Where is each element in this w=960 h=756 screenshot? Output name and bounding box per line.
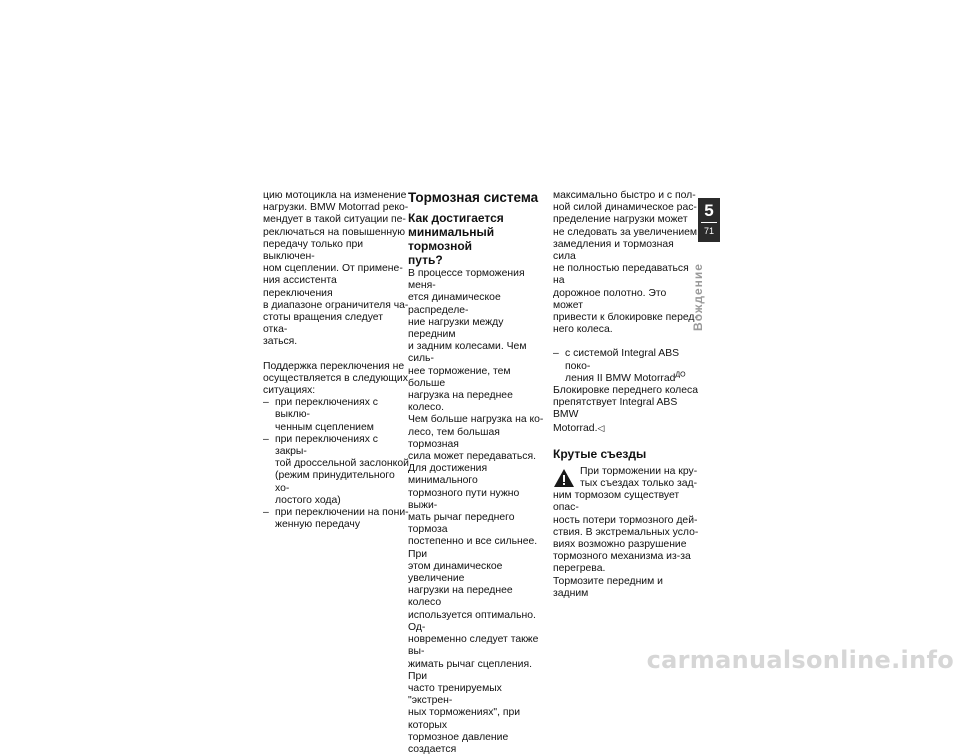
text-column-3	[553, 190, 699, 600]
paragraph: В процессе торможения меня- ется динамическое распределе- ние нагрузки между передним и задним колесами. Чем силь- нее торможение, тем больше нагрузка на переднее колесо. Чем больше нагрузка на ко- лесо, тем большая тормозная сила может передаваться.	[408, 268, 544, 463]
list-item: – с системой Integral ABS поко- ления II BMW Motorrad$^{ДО}$	[553, 348, 699, 385]
list-item: – при переключениях с выклю- ченным сцеплением	[263, 397, 409, 434]
watermark: carmanualsonline.info	[646, 646, 954, 674]
subsection-heading: Как достигается минимальный тормозной путь?	[408, 211, 504, 267]
chapter-number: 5	[704, 201, 714, 220]
warning-triangle-icon	[553, 468, 575, 488]
paragraph: Для достижения минимального тормозного пути нужно выжи- мать рычаг переднего тормоза постепенно и все сильнее. При этом динамическое увеличение нагрузки на переднее колесо используется оптимально. Од- новременно следует также вы- жимать рычаг сцепления. При часто тренируемых "экстрен- ных торможениях", при которых тормозное давление создается	[408, 463, 539, 755]
section-heading: Тормозная система	[408, 190, 539, 205]
paragraph: Поддержка переключения не осуществляется в следующих ситуациях:	[263, 360, 408, 397]
chapter-tab	[698, 198, 720, 242]
subsection-heading: Крутые съезды	[553, 446, 647, 461]
paragraph: максимально быстро и с пол- ной силой динамическое рас- пределение нагрузки может не следовать за увеличением замедления и тормозная сила не полностью передаваться на дорожное полотно. Это может привести к блокировке перед- него колеса.	[553, 190, 698, 336]
list-item: – при переключениях с закры- той дроссельной заслонкой (режим принудительного хо- лостого хода)	[263, 434, 409, 507]
paragraph: цию мотоцикла на изменение нагрузки. BMW Motorrad реко- мендует в такой ситуации пе- реключаться на повышенную передачу только при выключен- ном сцеплении. От примене- ния ассистента переключения в диапазоне ограничителя ча- стоты вращения следует отка- заться.	[263, 190, 409, 348]
list-item: – при переключении на пони- женную передачу	[263, 507, 409, 531]
end-mark-icon: ◁	[597, 422, 605, 433]
text-column-1	[263, 190, 409, 531]
page-number: 71	[703, 226, 714, 236]
text-column-2	[408, 190, 546, 756]
footnote-marker: ДО	[675, 371, 686, 379]
chapter-side-label: Вождение	[691, 263, 705, 331]
warning-paragraph: При торможении на кру- тых съездах только зад- ним тормозом существует опас- ность потери тормозного дей- ствия. В экстремальных усло- виях возможно разрушение тормозного механизма из-за перегрева. Тормозите передним и задним	[553, 465, 699, 599]
paragraph: Блокировке переднего колеса препятствует Integral ABS BMW Motorrad.◁	[553, 385, 698, 434]
